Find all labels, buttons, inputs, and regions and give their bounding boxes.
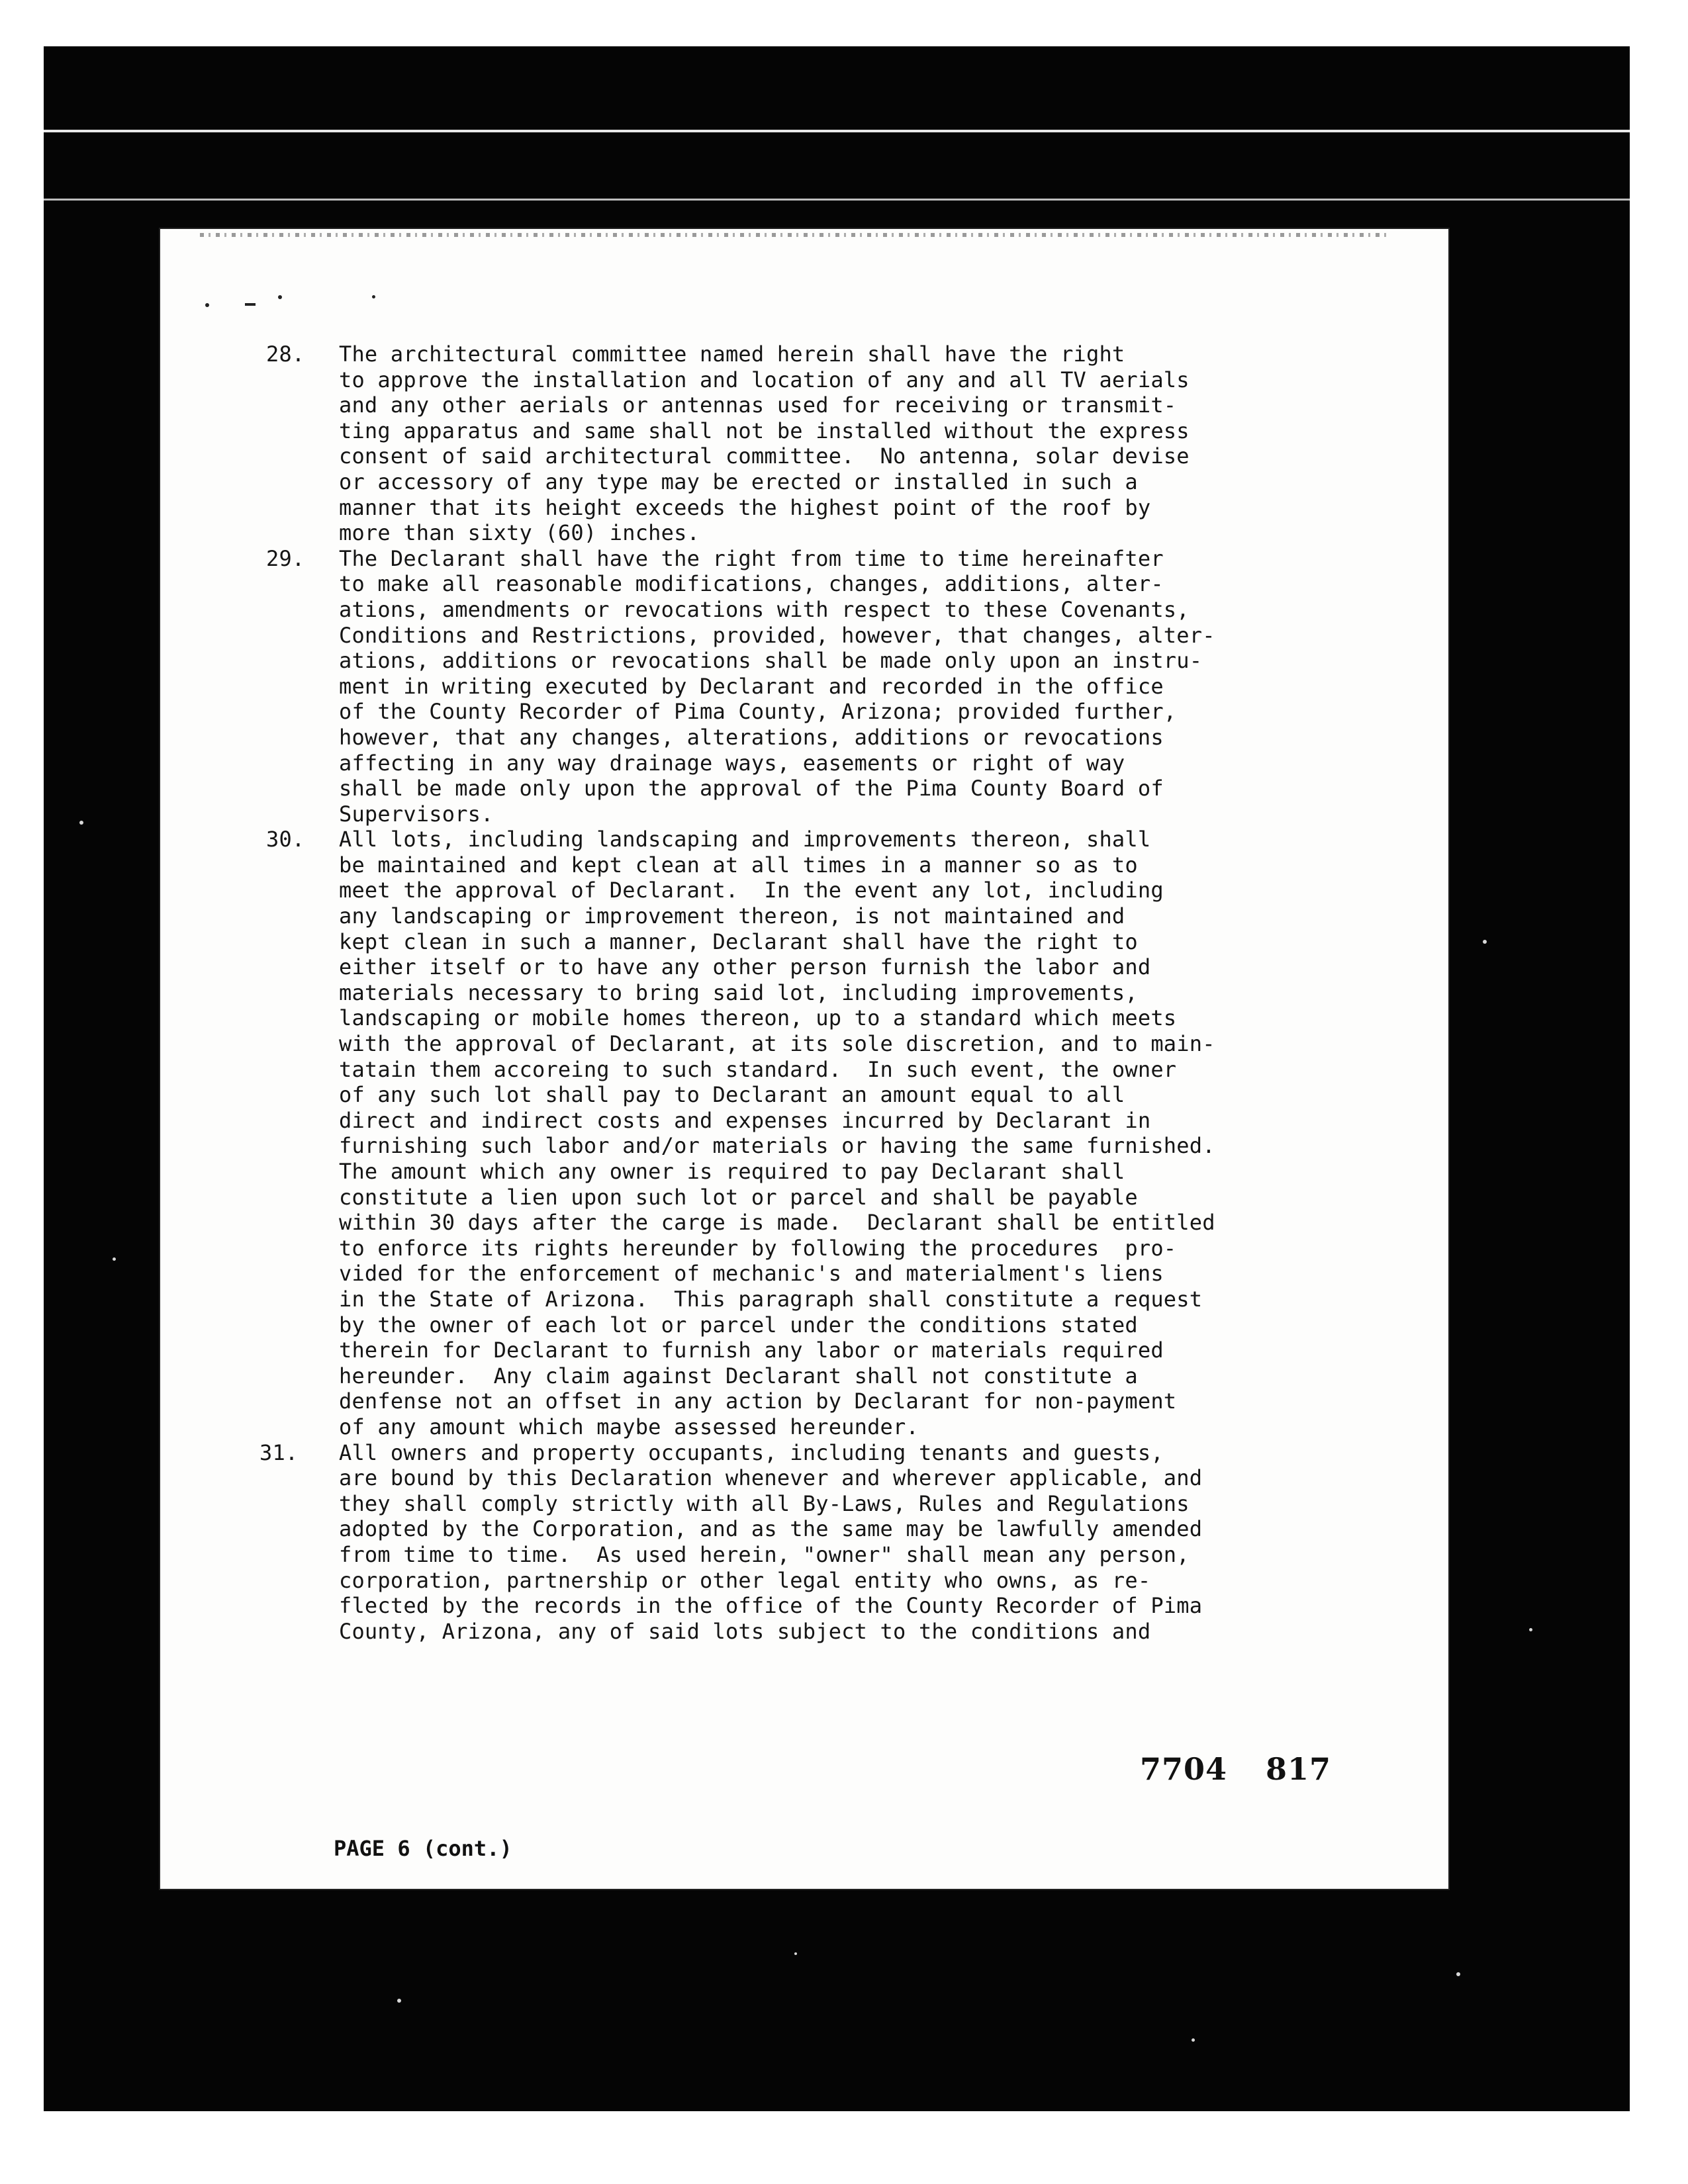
- text-line: furnishing such labor and/or materials or having the same furnished.: [339, 1133, 1215, 1159]
- scan-edge-line: [44, 199, 1630, 201]
- text-line: meet the approval of Declarant. In the event any lot, including: [339, 878, 1164, 903]
- recording-number: [1140, 1751, 1331, 1787]
- page-top-edge: [200, 233, 1391, 237]
- page-number: 817: [1266, 1751, 1332, 1787]
- margin-mark: [205, 303, 209, 307]
- scan-speck: [794, 1952, 797, 1955]
- text-line: Conditions and Restrictions, provided, however, that changes, alter-: [339, 622, 1215, 648]
- text-line: within 30 days after the carge is made. Declarant shall be entitled: [339, 1210, 1215, 1236]
- text-line: adopted by the Corporation, and as the same may be lawfully amended: [339, 1516, 1203, 1542]
- text-line: from time to time. As used herein, "owner" shall mean any person,: [339, 1541, 1190, 1567]
- text-line: shall be made only upon the approval of the Pima County Board of: [339, 776, 1164, 801]
- text-line: ting apparatus and same shall not be installed without the express: [339, 418, 1190, 443]
- text-line: landscaping or mobile homes thereon, up to a standard which meets: [339, 1005, 1177, 1031]
- text-line: affecting in any way drainage ways, easements or right of way: [339, 750, 1125, 776]
- scan-speck: [1192, 2038, 1195, 2042]
- text-line: and any other aerials or antennas used for receiving or transmit-: [339, 392, 1177, 418]
- text-line: any landscaping or improvement thereon, is not maintained and: [339, 903, 1125, 929]
- page-label: PAGE 6 (cont.): [334, 1836, 512, 1861]
- scan-speck: [1483, 940, 1487, 944]
- scan-speck: [113, 1257, 116, 1261]
- text-line: to enforce its rights hereunder by following the procedures pro-: [339, 1235, 1177, 1261]
- paragraph-text: [339, 1440, 1448, 1645]
- scan-speck: [79, 821, 83, 825]
- scan-speck: [1456, 1972, 1460, 1976]
- text-line: manner that its height exceeds the highest point of the roof by: [339, 494, 1151, 520]
- margin-mark: [372, 295, 375, 298]
- text-line: direct and indirect costs and expenses incurred by Declarant in: [339, 1107, 1151, 1133]
- text-line: corporation, partnership or other legal entity who owns, as re-: [339, 1567, 1151, 1593]
- paragraph: [160, 546, 1448, 827]
- text-line: therein for Declarant to furnish any labor or materials required: [339, 1338, 1164, 1363]
- text-line: tatain them accoreing to such standard. In such event, the owner: [339, 1056, 1177, 1082]
- text-line: materials necessary to bring said lot, including improvements,: [339, 979, 1138, 1005]
- text-line: or accessory of any type may be erected or installed in such a: [339, 469, 1138, 494]
- text-line: vided for the enforcement of mechanic's and materialment's liens: [339, 1261, 1164, 1287]
- text-line: ment in writing executed by Declarant and recorded in the office: [339, 673, 1164, 699]
- text-line: hereunder. Any claim against Declarant shall not constitute a: [339, 1363, 1138, 1388]
- paragraph-number: 31.: [259, 1439, 299, 1465]
- text-line: All lots, including landscaping and improvements thereon, shall: [339, 827, 1151, 852]
- paragraph-number: 28.: [266, 341, 305, 367]
- text-line: with the approval of Declarant, at its sole discretion, and to main-: [339, 1031, 1215, 1057]
- text-line: of any such lot shall pay to Declarant an amount equal to all: [339, 1082, 1125, 1108]
- text-line: in the State of Arizona. This paragraph shall constitute a request: [339, 1286, 1203, 1312]
- text-line: Supervisors.: [339, 801, 494, 827]
- scan-speck: [1529, 1628, 1532, 1631]
- text-line: to approve the installation and location of any and all TV aerials: [339, 367, 1190, 392]
- text-line: The architectural committee named herein shall have the right: [339, 341, 1125, 367]
- text-line: denfense not an offset in any action by Declarant for non-payment: [339, 1388, 1177, 1414]
- text-line: The Declarant shall have the right from time to time hereinafter: [339, 545, 1164, 571]
- docket-number: 7704: [1140, 1751, 1228, 1787]
- document-body: [160, 341, 1448, 1644]
- paragraph-number: 29.: [266, 545, 305, 571]
- text-line: consent of said architectural committee. No antenna, solar devise: [339, 443, 1190, 469]
- text-line: ations, additions or revocations shall be made only upon an instru-: [339, 648, 1203, 674]
- text-line: The amount which any owner is required to pay Declarant shall: [339, 1159, 1125, 1184]
- scan-edge-line: [44, 130, 1630, 132]
- text-line: by the owner of each lot or parcel under the conditions stated: [339, 1312, 1138, 1338]
- text-line: are bound by this Declaration whenever and wherever applicable, and: [339, 1465, 1203, 1491]
- text-line: either itself or to have any other person furnish the labor and: [339, 954, 1151, 980]
- paragraph-number: 30.: [266, 827, 305, 852]
- paragraph-text: [339, 827, 1448, 1439]
- text-line: kept clean in such a manner, Declarant shall have the right to: [339, 929, 1138, 954]
- paragraph: [160, 827, 1448, 1439]
- paragraph: [160, 341, 1448, 546]
- text-line: however, that any changes, alterations, additions or revocations: [339, 724, 1164, 750]
- text-line: to make all reasonable modifications, changes, additions, alter-: [339, 571, 1164, 597]
- paragraph-text: [339, 546, 1448, 827]
- text-line: County, Arizona, any of said lots subject to the conditions and: [339, 1618, 1151, 1644]
- paragraph: [160, 1440, 1448, 1645]
- margin-mark: [278, 295, 282, 299]
- text-line: they shall comply strictly with all By-Laws, Rules and Regulations: [339, 1490, 1190, 1516]
- scan-speck: [397, 1999, 401, 2003]
- paragraph-text: [339, 341, 1448, 546]
- margin-mark: [245, 303, 256, 306]
- text-line: constitute a lien upon such lot or parcel and shall be payable: [339, 1184, 1138, 1210]
- text-line: of the County Recorder of Pima County, Arizona; provided further,: [339, 699, 1177, 725]
- text-line: be maintained and kept clean at all times in a manner so as to: [339, 852, 1138, 878]
- text-line: of any amount which maybe assessed hereunder.: [339, 1414, 919, 1439]
- document-page: [160, 229, 1448, 1889]
- text-line: All owners and property occupants, including tenants and guests,: [339, 1439, 1164, 1465]
- text-line: more than sixty (60) inches.: [339, 520, 700, 546]
- text-line: flected by the records in the office of the County Recorder of Pima: [339, 1593, 1203, 1619]
- text-line: ations, amendments or revocations with respect to these Covenants,: [339, 596, 1190, 622]
